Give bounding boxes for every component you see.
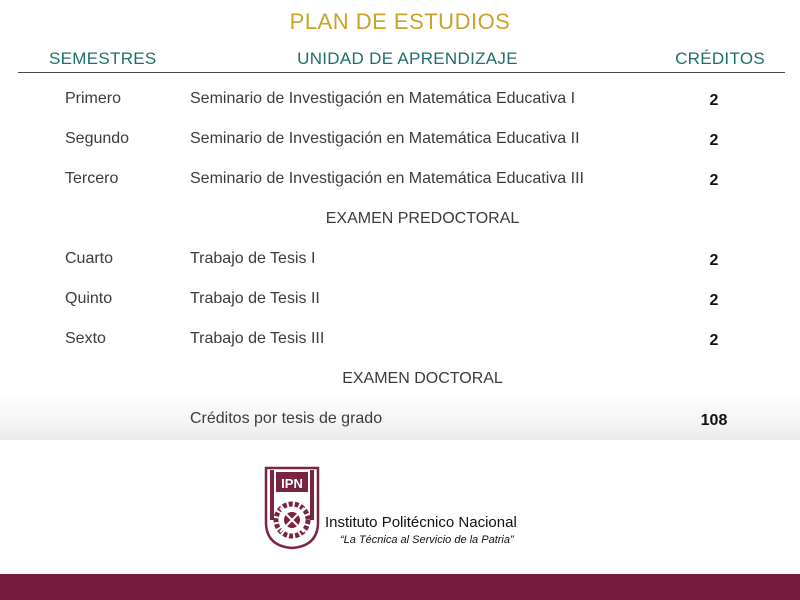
unit-cell: Trabajo de Tesis I xyxy=(190,250,316,267)
semester-cell: Segundo xyxy=(65,130,130,147)
table-header xyxy=(0,49,800,71)
exam-doctoral: EXAMEN DOCTORAL xyxy=(342,370,503,387)
credit-cell: 2 xyxy=(709,172,719,189)
table-row xyxy=(0,290,800,314)
table-row xyxy=(0,330,800,354)
table-row xyxy=(0,250,800,274)
credit-cell: 2 xyxy=(709,332,719,349)
institution-name: Instituto Politécnico Nacional xyxy=(325,514,517,531)
exam-predoctoral: EXAMEN PREDOCTORAL xyxy=(325,210,520,227)
unit-cell: Trabajo de Tesis II xyxy=(190,290,320,307)
institution-logo xyxy=(262,464,552,554)
credit-cell: 2 xyxy=(709,292,719,309)
header-creditos: CRÉDITOS xyxy=(675,49,765,68)
unit-cell: Seminario de Investigación en Matemática Educativa I xyxy=(190,90,576,107)
thesis-credits-value: 108 xyxy=(700,412,728,429)
seal-lettering: IPN xyxy=(281,476,303,491)
semester-cell: Quinto xyxy=(65,290,113,307)
footer-bar xyxy=(0,574,800,600)
semester-cell: Cuarto xyxy=(65,250,114,267)
semester-cell: Primero xyxy=(65,90,122,107)
table-row xyxy=(0,130,800,154)
credit-cell: 2 xyxy=(709,132,719,149)
page-title: PLAN DE ESTUDIOS xyxy=(289,9,511,34)
header-divider xyxy=(18,72,785,73)
unit-cell: Seminario de Investigación en Matemática Educativa II xyxy=(190,130,580,147)
thesis-credits-label: Créditos por tesis de grado xyxy=(190,410,383,427)
header-semestres: SEMESTRES xyxy=(49,49,157,68)
table-row xyxy=(0,170,800,194)
semester-cell: Sexto xyxy=(65,330,106,347)
credit-cell: 2 xyxy=(709,252,719,269)
header-unidad: UNIDAD DE APRENDIZAJE xyxy=(297,49,518,68)
ipn-seal-icon xyxy=(262,464,322,550)
credit-cell: 2 xyxy=(709,92,719,109)
institution-motto: “La Técnica al Servicio de la Patria” xyxy=(340,534,514,546)
unit-cell: Trabajo de Tesis III xyxy=(190,330,325,347)
thesis-credits-row xyxy=(0,410,800,434)
table-row xyxy=(0,90,800,114)
unit-cell: Seminario de Investigación en Matemática Educativa III xyxy=(190,170,584,187)
semester-cell: Tercero xyxy=(65,170,119,187)
